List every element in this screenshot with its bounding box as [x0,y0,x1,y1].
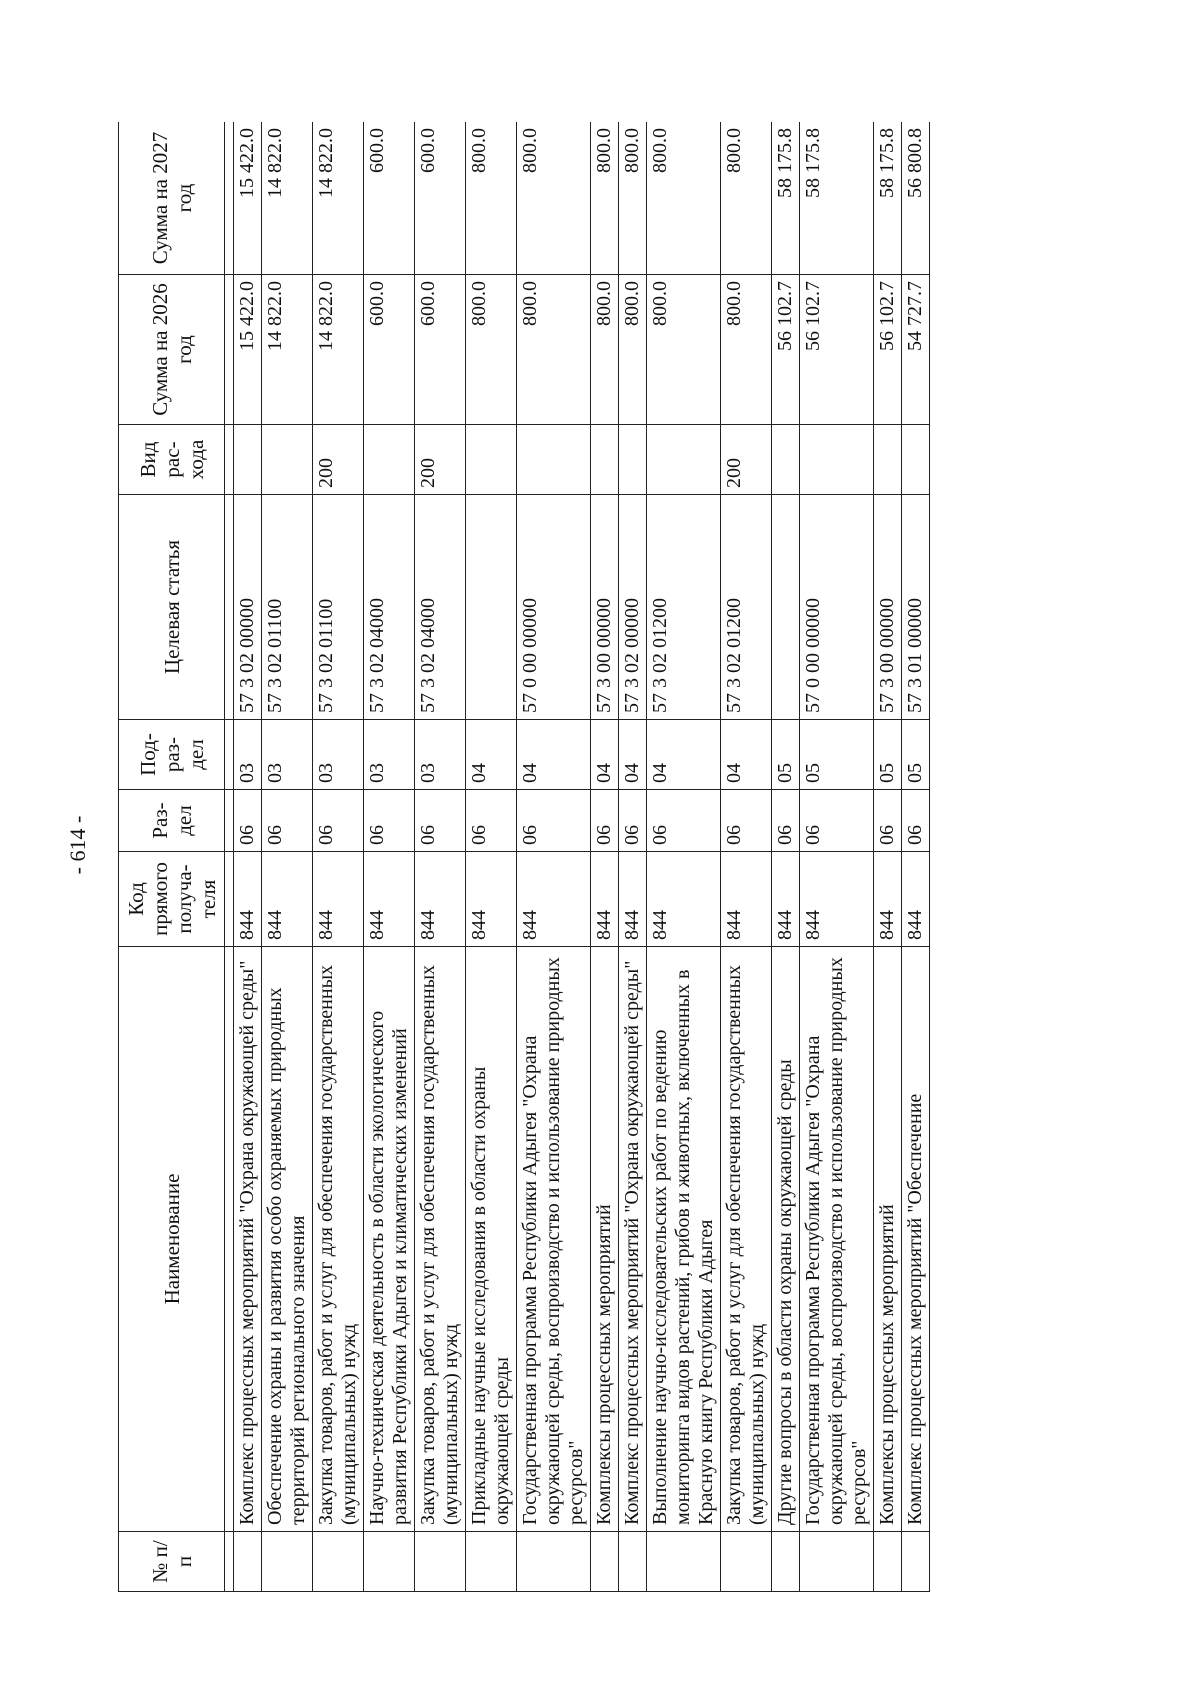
row-sum-2027-cell: 58 175.8 [800,122,874,275]
row-name-cell: Другие вопросы в области охраны окружающей среды [772,947,800,1532]
row-target-article-cell: 57 3 02 01200 [721,495,772,720]
row-subsection-cell: 04 [647,720,721,790]
row-recipient-code-cell: 844 [902,852,930,947]
row-name-cell: Комплекс процессных мероприятий "Охрана окружающей среды" [234,947,262,1532]
row-recipient-code-cell: 844 [619,852,647,947]
row-number-cell [800,1532,874,1592]
row-recipient-code-cell: 844 [415,852,466,947]
table-row [415,122,466,1592]
row-subsection-cell: 03 [415,720,466,790]
row-subsection-cell: 04 [466,720,517,790]
row-target-article-cell: 57 3 02 01100 [313,495,364,720]
table-row [647,122,721,1592]
row-subsection-cell: 05 [800,720,874,790]
row-target-article-cell: 57 3 01 00000 [902,495,930,720]
table-row [772,122,800,1592]
row-recipient-code-cell: 844 [772,852,800,947]
row-sum-2027-cell: 800.0 [619,122,647,275]
row-sum-2027-cell: 15 422.0 [234,122,262,275]
header-target-article: Целевая статья [119,495,225,720]
budget-table [118,122,930,1592]
row-target-article-cell [772,495,800,720]
row-recipient-code-cell: 844 [647,852,721,947]
row-name-cell: Государственная программа Республики Адыгея "Охрана окружающей среды, воспроизводство и использование природных ресурсов" [800,947,874,1532]
row-number-cell [466,1532,517,1592]
row-sum-2026-cell: 56 102.7 [874,275,902,425]
row-number-cell [874,1532,902,1592]
row-sum-2027-cell: 800.0 [591,122,619,275]
row-section-cell: 06 [647,790,721,852]
row-recipient-code-cell: 844 [800,852,874,947]
row-sum-2027-cell: 56 800.8 [902,122,930,275]
row-section-cell: 06 [902,790,930,852]
row-sum-2026-cell: 800.0 [647,275,721,425]
row-sum-2026-cell: 15 422.0 [234,275,262,425]
row-recipient-code-cell: 844 [313,852,364,947]
header-num: № п/п [119,1532,225,1592]
table-row [902,122,930,1592]
row-expense-type-cell [874,425,902,495]
header-section: Раз-дел [119,790,225,852]
row-subsection-cell: 05 [772,720,800,790]
table-row [234,122,262,1592]
row-recipient-code-cell: 844 [262,852,313,947]
header-name: Наименование [119,947,225,1532]
row-section-cell: 06 [772,790,800,852]
row-section-cell: 06 [619,790,647,852]
row-number-cell [313,1532,364,1592]
row-sum-2026-cell: 800.0 [619,275,647,425]
row-recipient-code-cell: 844 [721,852,772,947]
table-row [262,122,313,1592]
row-expense-type-cell: 200 [721,425,772,495]
row-expense-type-cell [517,425,591,495]
row-number-cell [415,1532,466,1592]
row-sum-2026-cell: 800.0 [466,275,517,425]
row-expense-type-cell [902,425,930,495]
table-header [119,122,234,1592]
row-target-article-cell: 57 0 00 00000 [800,495,874,720]
row-name-cell: Государственная программа Республики Адыгея "Охрана окружающей среды, воспроизводство и использование природных ресурсов" [517,947,591,1532]
row-target-article-cell: 57 0 00 00000 [517,495,591,720]
row-name-cell: Комплекс процессных мероприятий "Охрана окружающей среды" [619,947,647,1532]
row-number-cell [364,1532,415,1592]
row-expense-type-cell [772,425,800,495]
row-target-article-cell [466,495,517,720]
row-sum-2026-cell: 54 727.7 [902,275,930,425]
row-number-cell [591,1532,619,1592]
row-number-cell [619,1532,647,1592]
row-recipient-code-cell: 844 [234,852,262,947]
row-recipient-code-cell: 844 [364,852,415,947]
row-target-article-cell: 57 3 02 00000 [619,495,647,720]
row-sum-2027-cell: 600.0 [415,122,466,275]
row-name-cell: Обеспечение охраны и развития особо охраняемых природных территорий регионального значения [262,947,313,1532]
row-expense-type-cell [364,425,415,495]
table-row [800,122,874,1592]
row-subsection-cell: 03 [313,720,364,790]
header-sum-2027: Сумма на 2027 год [119,122,225,275]
row-sum-2026-cell: 14 822.0 [313,275,364,425]
row-expense-type-cell [619,425,647,495]
page-number: - 614 - [65,815,90,875]
row-sum-2027-cell: 600.0 [364,122,415,275]
header-spacer-row [225,122,234,1592]
row-section-cell: 06 [234,790,262,852]
row-number-cell [234,1532,262,1592]
row-subsection-cell: 05 [902,720,930,790]
row-sum-2026-cell: 800.0 [517,275,591,425]
table-row [364,122,415,1592]
row-sum-2026-cell: 56 102.7 [800,275,874,425]
row-target-article-cell: 57 3 02 04000 [364,495,415,720]
row-expense-type-cell: 200 [415,425,466,495]
header-expense-type: Вид рас-хода [119,425,225,495]
row-expense-type-cell: 200 [313,425,364,495]
table-row [517,122,591,1592]
row-recipient-code-cell: 844 [466,852,517,947]
table-body [234,122,930,1592]
row-expense-type-cell [647,425,721,495]
row-recipient-code-cell: 844 [517,852,591,947]
row-name-cell: Закупка товаров, работ и услуг для обеспечения государственных (муниципальных) нужд [313,947,364,1532]
header-subsection: Под-раз-дел [119,720,225,790]
row-subsection-cell: 03 [234,720,262,790]
row-name-cell: Закупка товаров, работ и услуг для обеспечения государственных (муниципальных) нужд [721,947,772,1532]
table-row [619,122,647,1592]
row-sum-2026-cell: 600.0 [415,275,466,425]
table-row [591,122,619,1592]
row-sum-2026-cell: 800.0 [721,275,772,425]
row-section-cell: 06 [364,790,415,852]
row-sum-2027-cell: 800.0 [721,122,772,275]
rotated-table-container [118,122,1058,1592]
row-section-cell: 06 [466,790,517,852]
header-sum-2026: Сумма на 2026 год [119,275,225,425]
row-name-cell: Закупка товаров, работ и услуг для обеспечения государственных (муниципальных) нужд [415,947,466,1532]
row-subsection-cell: 05 [874,720,902,790]
row-number-cell [902,1532,930,1592]
table-row [874,122,902,1592]
row-sum-2027-cell: 58 175.8 [772,122,800,275]
row-number-cell [721,1532,772,1592]
table-row [466,122,517,1592]
row-subsection-cell: 04 [517,720,591,790]
row-section-cell: 06 [721,790,772,852]
row-recipient-code-cell: 844 [591,852,619,947]
row-expense-type-cell [262,425,313,495]
row-sum-2026-cell: 800.0 [591,275,619,425]
row-sum-2027-cell: 800.0 [466,122,517,275]
row-name-cell: Научно-техническая деятельность в области экологического развития Республики Адыгея и климатических изменений [364,947,415,1532]
row-sum-2026-cell: 56 102.7 [772,275,800,425]
row-recipient-code-cell: 844 [874,852,902,947]
row-name-cell: Комплексы процессных мероприятий [874,947,902,1532]
row-section-cell: 06 [874,790,902,852]
row-name-cell: Прикладные научные исследования в области охраны окружающей среды [466,947,517,1532]
row-sum-2027-cell: 14 822.0 [313,122,364,275]
row-sum-2026-cell: 600.0 [364,275,415,425]
row-target-article-cell: 57 3 00 00000 [874,495,902,720]
row-sum-2026-cell: 14 822.0 [262,275,313,425]
row-target-article-cell: 57 3 02 04000 [415,495,466,720]
row-expense-type-cell [234,425,262,495]
row-name-cell: Комплекс процессных мероприятий "Обеспечение [902,947,930,1532]
row-sum-2027-cell: 14 822.0 [262,122,313,275]
row-subsection-cell: 03 [364,720,415,790]
table-row [721,122,772,1592]
row-number-cell [647,1532,721,1592]
row-expense-type-cell [466,425,517,495]
row-number-cell [772,1532,800,1592]
row-name-cell: Комплексы процессных мероприятий [591,947,619,1532]
row-section-cell: 06 [262,790,313,852]
row-sum-2027-cell: 58 175.8 [874,122,902,275]
row-subsection-cell: 04 [591,720,619,790]
row-section-cell: 06 [800,790,874,852]
row-number-cell [517,1532,591,1592]
row-sum-2027-cell: 800.0 [647,122,721,275]
row-expense-type-cell [591,425,619,495]
header-recipient-code: Код прямого получа-теля [119,852,225,947]
row-subsection-cell: 04 [721,720,772,790]
row-section-cell: 06 [313,790,364,852]
rotated-page-content [118,122,1058,1592]
row-expense-type-cell [800,425,874,495]
row-section-cell: 06 [517,790,591,852]
row-subsection-cell: 03 [262,720,313,790]
row-number-cell [262,1532,313,1592]
row-sum-2027-cell: 800.0 [517,122,591,275]
row-target-article-cell: 57 3 02 01200 [647,495,721,720]
row-target-article-cell: 57 3 02 00000 [234,495,262,720]
row-section-cell: 06 [591,790,619,852]
table-row [313,122,364,1592]
row-section-cell: 06 [415,790,466,852]
row-subsection-cell: 04 [619,720,647,790]
row-name-cell: Выполнение научно-исследовательских работ по ведению мониторинга видов растений, грибов и животных, включенных в Красную книгу Республики Адыгея [647,947,721,1532]
row-target-article-cell: 57 3 00 00000 [591,495,619,720]
row-target-article-cell: 57 3 02 01100 [262,495,313,720]
